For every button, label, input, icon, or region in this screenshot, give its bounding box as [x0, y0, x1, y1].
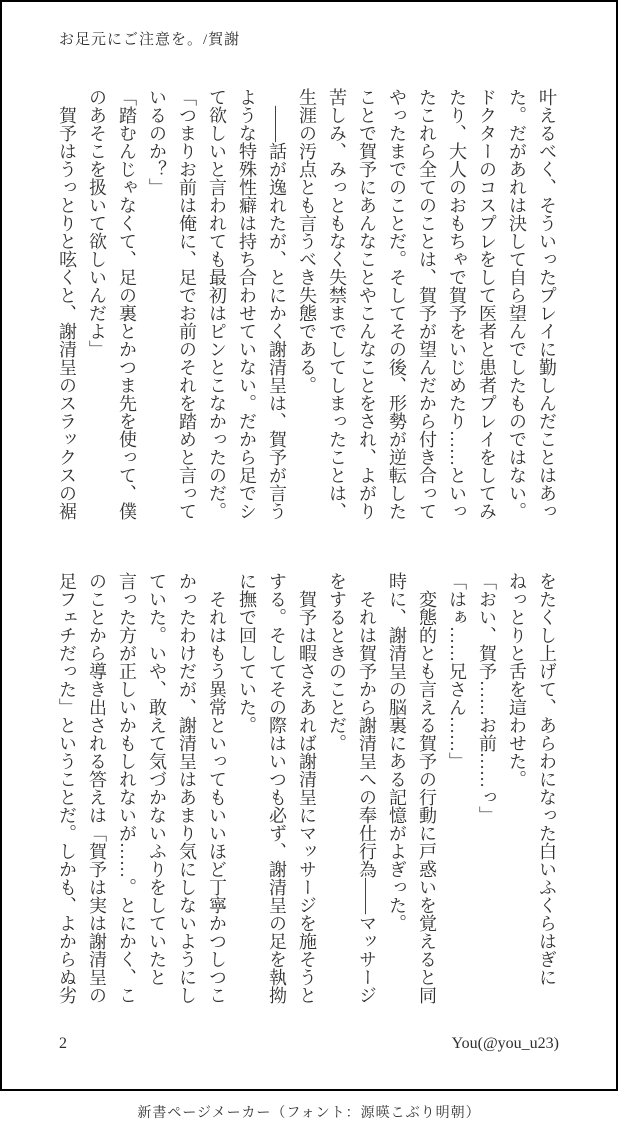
text-column: に撫で回していた。	[237, 572, 257, 734]
text-column: たり、大人のおもちゃで賀予をいじめたり……といっ	[447, 88, 467, 520]
text-column: ていた。いや、敢えて気づかないふりをしていたと	[147, 572, 167, 986]
text-column: 「はぁ……兄さん……」	[447, 572, 467, 770]
text-column: かったわけだが、謝清呈はあまり気にしないようにし	[177, 572, 197, 1004]
text-column: て欲しいと言われても最初はピンとこなかったのだ。	[207, 88, 227, 520]
text-column: 賀予は暇さえあれば謝清呈にマッサージを施そうと	[297, 572, 317, 1004]
text-column: 賀予はうっとりと呟くと、謝清呈のスラックスの裾	[57, 88, 77, 520]
text-column: ような特殊性癖は持ち合わせていない。だから足でシ	[237, 88, 257, 520]
text-column: のあそこを扱いて欲しいんだよ」	[87, 88, 107, 358]
text-column: それはもう異常といってもいいほど丁寧かつしつこ	[207, 572, 227, 1004]
text-column: たこれら全てのことは、賀予が望んだから付き合って	[417, 88, 437, 520]
generator-caption: 新書ページメーカー（フォント：源暎こぶり明朝）	[137, 1106, 481, 1121]
text-column: やったまでのことだ。そしてその後、形勢が逆転した	[387, 88, 407, 520]
text-column: ことで賀予にあんなことやこんなことをされ、よがり	[357, 88, 377, 520]
text-column: それは賀予から謝清呈への奉仕行為――マッサージ	[357, 572, 377, 1004]
page-number: 2	[59, 1035, 67, 1052]
text-column: 生涯の汚点とも言うべき失態である。	[297, 88, 317, 394]
text-column: する。そしてその際はいつも必ず、謝清呈の足を執拗	[267, 572, 287, 1004]
page-footer	[59, 1035, 559, 1053]
text-column: 叶えるべく、そういったプレイに勤しんだことはあっ	[537, 88, 557, 520]
text-column: 「踏むんじゃなくて、足の裏とかつま先を使って、僕	[117, 88, 137, 520]
text-column: ――話が逸れたが、とにかく謝清呈は、賀予が言う	[267, 88, 287, 520]
text-column: た。だがあれは決して自ら望んでしたものではない。	[507, 88, 527, 520]
text-column: 苦しみ、みっともなく失禁までしてしまったことは、	[327, 88, 347, 520]
text-column: をするときのことだ。	[327, 572, 347, 752]
text-column: 言った方が正しいかもしれないが……。とにかく、こ	[117, 572, 137, 1004]
author-handle: You(@you_u23)	[451, 1035, 559, 1052]
text-column: のことから導き出される答えは「賀予は実は謝清呈の	[87, 572, 107, 1004]
text-column: 「つまりお前は俺に、足でお前のそれを踏めと言って	[177, 88, 197, 520]
text-column: 「おい、賀予……お前……っ」	[477, 572, 497, 824]
text-block-top	[52, 88, 562, 524]
page-header-title: お足元にご注意を。/賀謝	[59, 32, 241, 48]
text-column: 変態的とも言える賀予の行動に戸惑いを覚えると同	[417, 572, 437, 1004]
text-block-bottom	[52, 572, 562, 1008]
text-column: ねっとりと舌を這わせた。	[507, 572, 527, 788]
text-column: 時に、謝清呈の脳裏にある記憶がよぎった。	[387, 572, 407, 932]
text-column: ドクターのコスプレをして医者と患者プレイをしてみ	[477, 88, 497, 520]
text-column: 足フェチだった」ということだ。しかも、よからぬ劣	[57, 572, 77, 1004]
text-column: をたくし上げて、あらわになった白いふくらはぎに	[537, 572, 557, 986]
text-column: いるのか？」	[147, 88, 167, 196]
